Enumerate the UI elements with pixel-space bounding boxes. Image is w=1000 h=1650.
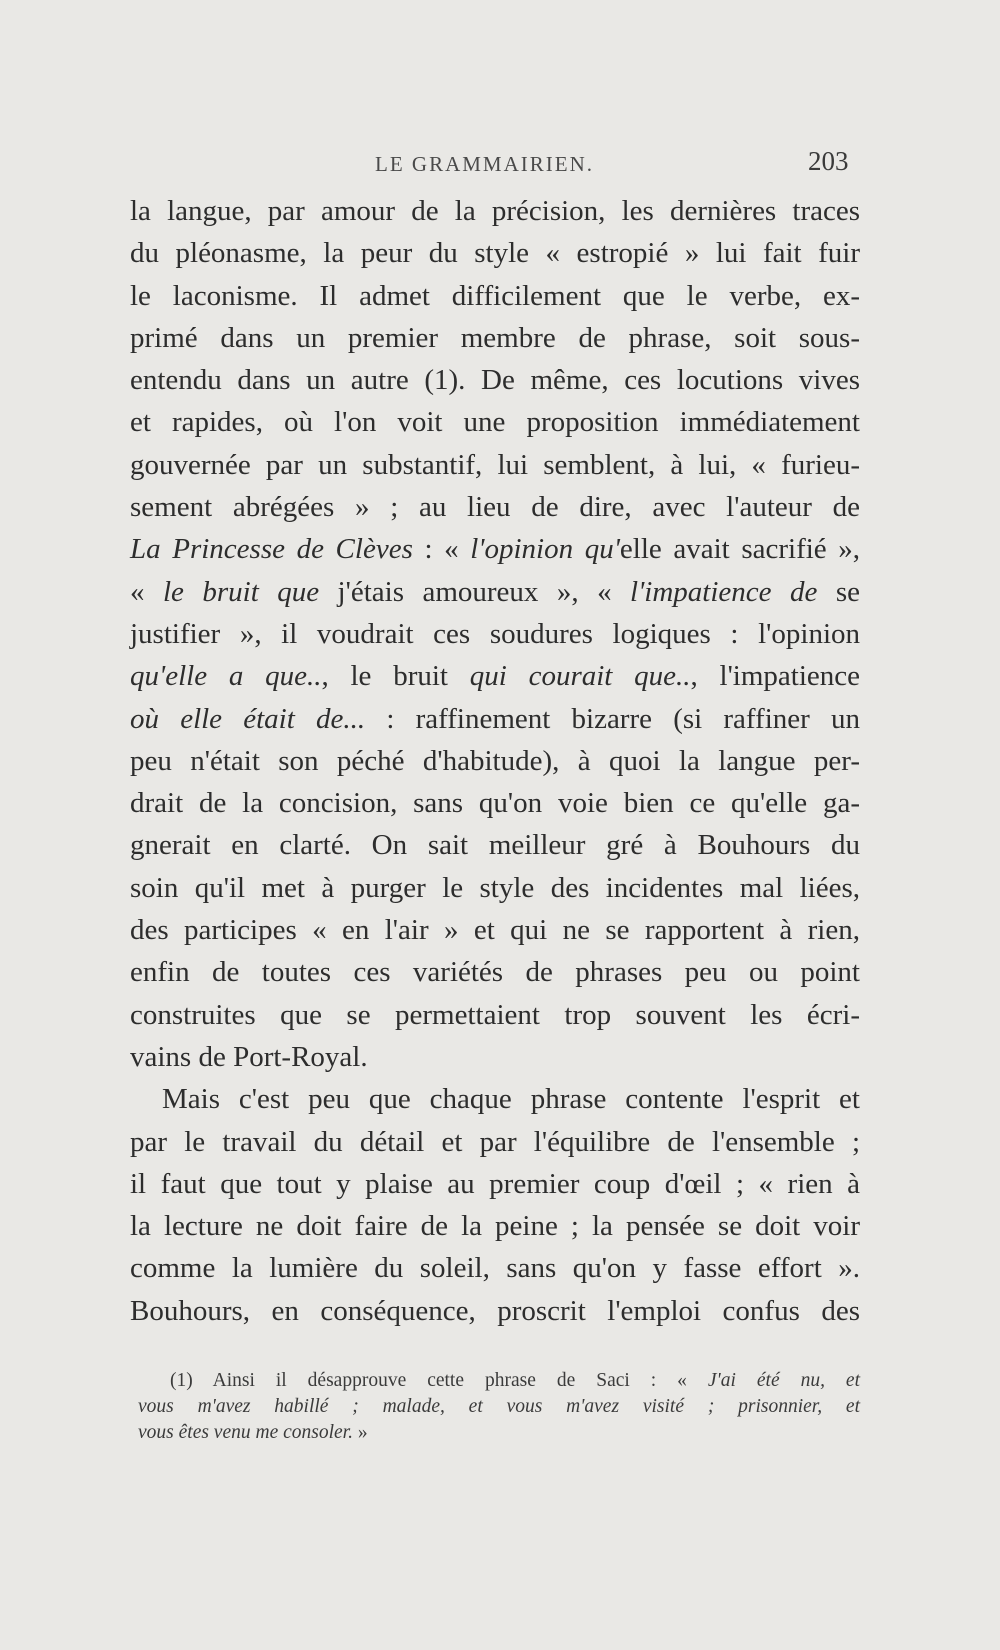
text-line: entendu dans un autre (1). De même, ces locutions vives	[130, 364, 860, 397]
body-text	[130, 190, 860, 1332]
page-header	[0, 146, 1000, 182]
text-line: soin qu'il met à purger le style des incidentes mal liées,	[130, 871, 860, 904]
footnote-line: vous m'avez habillé ; malade, et vous m'avez visité ; prisonnier, et	[138, 1396, 860, 1417]
text-line: il faut que tout y plaise au premier coup d'œil ; « rien à	[130, 1167, 860, 1200]
text-line: primé dans un premier membre de phrase, soit sous-	[130, 321, 860, 354]
text-line: Bouhours, en conséquence, proscrit l'emploi confus des	[130, 1294, 860, 1327]
text-line: peu n'était son péché d'habitude), à quoi la langue per-	[130, 744, 860, 777]
text-line: du pléonasme, la peur du style « estropié » lui fait fuir	[130, 237, 860, 270]
footnote-line: (1) Ainsi il désapprouve cette phrase de Saci : « J'ai été nu, et	[170, 1370, 861, 1391]
text-line: gouvernée par un substantif, lui semblent, à lui, « furieu-	[130, 448, 860, 481]
text-line: comme la lumière du soleil, sans qu'on y fasse effort ».	[130, 1252, 860, 1285]
text-line: la lecture ne doit faire de la peine ; la pensée se doit voir	[130, 1210, 860, 1243]
text-line: justifier », il voudrait ces soudures logiques : l'opinion	[130, 617, 860, 650]
text-line: des participes « en l'air » et qui ne se rapportent à rien,	[130, 914, 860, 947]
text-line: sement abrégées » ; au lieu de dire, avec l'auteur de	[130, 491, 860, 524]
text-line: construites que se permettaient trop souvent les écri-	[130, 998, 860, 1031]
text-line: vains de Port-Royal.	[130, 1040, 368, 1073]
text-line: le laconisme. Il admet difficilement que le verbe, ex-	[130, 279, 860, 312]
page-number: 203	[808, 146, 849, 176]
text-line: et rapides, où l'on voit une proposition immédiatement	[130, 406, 860, 439]
running-title: LE GRAMMAIRIEN.	[375, 152, 594, 176]
text-line: la langue, par amour de la précision, les dernières traces	[130, 195, 860, 227]
text-line: qu'elle a que.., le bruit qui courait que.., l'impatience	[130, 660, 861, 693]
text-line: La Princesse de Clèves : « l'opinion qu'elle avait sacrifié »,	[130, 533, 861, 566]
text-line: où elle était de... : raffinement bizarre (si raffiner un	[130, 702, 860, 735]
text-line: drait de la concision, sans qu'on voie bien ce qu'elle ga-	[130, 787, 860, 820]
text-line: Mais c'est peu que chaque phrase contente l'esprit et	[162, 1083, 860, 1116]
text-line: par le travail du détail et par l'équilibre de l'ensemble ;	[130, 1125, 860, 1158]
text-line: gnerait en clarté. On sait meilleur gré à Bouhours du	[130, 829, 860, 862]
footnote	[138, 1368, 860, 1446]
text-line: « le bruit que j'étais amoureux », « l'impatience de se	[130, 575, 860, 608]
text-line: enfin de toutes ces variétés de phrases peu ou point	[130, 956, 860, 989]
footnote-line: vous êtes venu me consoler. »	[138, 1422, 368, 1443]
